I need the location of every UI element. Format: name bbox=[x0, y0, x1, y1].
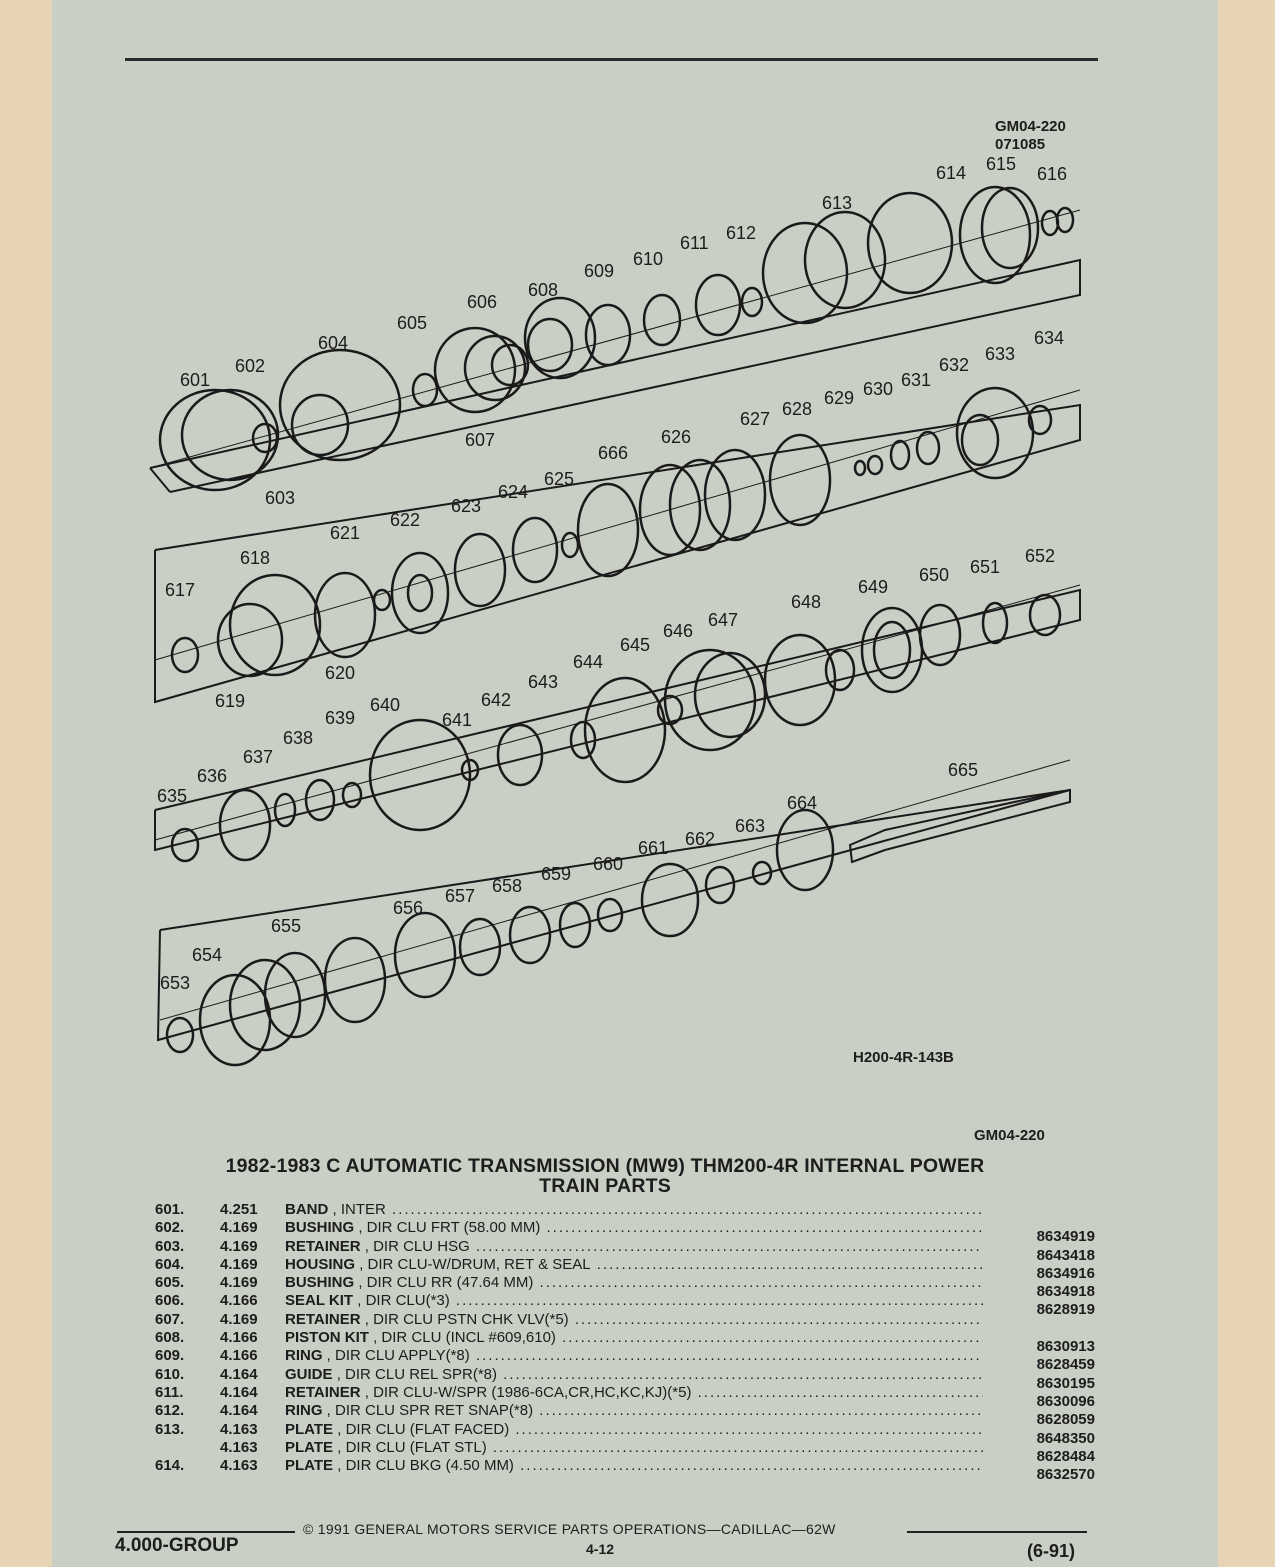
callout-661: 661 bbox=[638, 838, 669, 858]
part-detail: , DIR CLU (FLAT FACED) bbox=[337, 1420, 510, 1438]
part-name: BUSHING bbox=[285, 1274, 355, 1292]
callout-641: 641 bbox=[442, 710, 473, 730]
item-number: 605. bbox=[155, 1274, 185, 1292]
part-name: PLATE bbox=[285, 1420, 334, 1438]
part-number: 8628459 bbox=[1036, 1356, 1095, 1374]
callout-602: 602 bbox=[235, 356, 266, 376]
group-number: 4.164 bbox=[220, 1383, 258, 1401]
part-description bbox=[285, 1219, 983, 1237]
callout-610: 610 bbox=[633, 249, 664, 269]
group-number: 4.163 bbox=[220, 1420, 258, 1438]
part-name: BUSHING bbox=[285, 1219, 355, 1237]
section-title-line-2: TRAIN PARTS bbox=[539, 1175, 671, 1197]
callout-601: 601 bbox=[180, 370, 211, 390]
callout-611: 611 bbox=[680, 233, 709, 253]
part-name: GUIDE bbox=[285, 1365, 333, 1383]
part-name: PLATE bbox=[285, 1438, 334, 1456]
part-description bbox=[285, 1384, 983, 1402]
part-name: RETAINER bbox=[285, 1383, 361, 1401]
callout-642: 642 bbox=[481, 690, 512, 710]
callout-658: 658 bbox=[492, 876, 523, 896]
callout-648: 648 bbox=[791, 592, 822, 612]
callout-644: 644 bbox=[573, 652, 604, 672]
callout-649: 649 bbox=[858, 577, 889, 597]
figure-id: H200-4R-143B bbox=[853, 1049, 954, 1066]
group-number: 4.163 bbox=[220, 1457, 258, 1475]
part-number: 8634919 bbox=[1036, 1228, 1095, 1246]
group-number: 4.169 bbox=[220, 1274, 258, 1292]
part-name: RETAINER bbox=[285, 1310, 361, 1328]
part-description bbox=[285, 1366, 983, 1384]
callout-603: 603 bbox=[265, 488, 296, 508]
callout-635: 635 bbox=[157, 786, 188, 806]
item-number: 611. bbox=[155, 1383, 184, 1401]
callout-656: 656 bbox=[393, 898, 424, 918]
callout-634: 634 bbox=[1034, 328, 1065, 348]
item-number: 610. bbox=[155, 1365, 185, 1383]
footer-group: 4.000-GROUP bbox=[115, 1535, 239, 1556]
callout-605: 605 bbox=[397, 313, 428, 333]
group-number: 4.169 bbox=[220, 1310, 258, 1328]
part-description bbox=[285, 1421, 983, 1439]
part-number: 8630913 bbox=[1036, 1338, 1095, 1356]
callout-647: 647 bbox=[708, 610, 739, 630]
callout-653: 653 bbox=[160, 973, 191, 993]
part-number: 8628484 bbox=[1036, 1447, 1095, 1465]
section-title bbox=[140, 1156, 1070, 1196]
item-number: 601. bbox=[155, 1201, 185, 1218]
callout-631: 631 bbox=[901, 370, 932, 390]
panel-4-frame bbox=[158, 790, 1070, 1040]
callout-636: 636 bbox=[197, 766, 228, 786]
item-number: 613. bbox=[155, 1420, 185, 1438]
top-rule bbox=[125, 58, 1098, 61]
callout-619: 619 bbox=[215, 691, 246, 711]
part-name: RETAINER bbox=[285, 1237, 361, 1255]
callout-645: 645 bbox=[620, 635, 651, 655]
part-description bbox=[285, 1347, 983, 1365]
callout-620: 620 bbox=[325, 663, 356, 683]
callout-616: 616 bbox=[1037, 164, 1068, 184]
part-detail: , DIR CLU (FLAT STL) bbox=[337, 1438, 487, 1456]
part-detail: , DIR CLU (INCL #609,610) bbox=[373, 1329, 556, 1347]
part-name: HOUSING bbox=[285, 1255, 356, 1273]
callout-632: 632 bbox=[939, 355, 970, 375]
callout-622: 622 bbox=[390, 510, 421, 530]
callout-650: 650 bbox=[919, 565, 950, 585]
group-number: 4.251 bbox=[220, 1201, 258, 1218]
part-description bbox=[285, 1292, 983, 1310]
header-subcode: 071085 bbox=[995, 136, 1046, 153]
callout-655: 655 bbox=[271, 916, 302, 936]
part-name: PLATE bbox=[285, 1457, 334, 1475]
callout-666: 666 bbox=[598, 443, 629, 463]
part-description bbox=[285, 1256, 983, 1274]
callout-665: 665 bbox=[948, 760, 979, 780]
group-number: 4.166 bbox=[220, 1292, 258, 1310]
part-description bbox=[285, 1201, 983, 1219]
part-detail: , DIR CLU REL SPR(*8) bbox=[336, 1365, 497, 1383]
item-number: 602. bbox=[155, 1219, 185, 1237]
part-number: 8643418 bbox=[1036, 1246, 1095, 1264]
part-detail: , DIR CLU PSTN CHK VLV(*5) bbox=[364, 1310, 569, 1328]
item-number: 603. bbox=[155, 1237, 185, 1255]
part-number: 8628919 bbox=[1036, 1301, 1095, 1319]
part-detail: , DIR CLU(*3) bbox=[357, 1292, 450, 1310]
callout-654: 654 bbox=[192, 945, 223, 965]
callout-612: 612 bbox=[726, 223, 757, 243]
callout-627: 627 bbox=[740, 409, 771, 429]
part-detail: , INTER bbox=[332, 1201, 386, 1218]
callout-614: 614 bbox=[936, 163, 967, 183]
header-code-block bbox=[995, 118, 1066, 154]
part-name: BAND bbox=[285, 1201, 329, 1218]
group-number: 4.169 bbox=[220, 1255, 258, 1273]
part-detail: , DIR CLU FRT (58.00 MM) bbox=[358, 1219, 541, 1237]
callout-640: 640 bbox=[370, 695, 401, 715]
callout-618: 618 bbox=[240, 548, 271, 568]
callout-652: 652 bbox=[1025, 546, 1056, 566]
part-name: PISTON KIT bbox=[285, 1329, 369, 1347]
group-number: 4.164 bbox=[220, 1365, 258, 1383]
callout-637: 637 bbox=[243, 747, 274, 767]
parts-row bbox=[155, 1311, 1095, 1329]
part-detail: , DIR CLU RR (47.64 MM) bbox=[358, 1274, 534, 1292]
group-number: 4.169 bbox=[220, 1237, 258, 1255]
group-number: 4.166 bbox=[220, 1329, 258, 1347]
callout-638: 638 bbox=[283, 728, 314, 748]
callout-662: 662 bbox=[685, 829, 716, 849]
callout-629: 629 bbox=[824, 388, 855, 408]
callout-626: 626 bbox=[661, 427, 692, 447]
part-number: 8628059 bbox=[1036, 1411, 1095, 1429]
item-number: 604. bbox=[155, 1255, 185, 1273]
callout-604: 604 bbox=[318, 333, 349, 353]
part-number: 8630096 bbox=[1036, 1392, 1095, 1410]
part-description bbox=[285, 1311, 983, 1329]
parts-list bbox=[155, 1201, 1095, 1484]
part-detail: , DIR CLU HSG bbox=[364, 1237, 470, 1255]
callout-659: 659 bbox=[541, 864, 572, 884]
callout-617: 617 bbox=[165, 580, 196, 600]
callout-623: 623 bbox=[451, 496, 482, 516]
parts-row bbox=[155, 1457, 1095, 1484]
callout-625: 625 bbox=[544, 469, 575, 489]
part-description bbox=[285, 1329, 983, 1347]
callout-643: 643 bbox=[528, 672, 559, 692]
part-number: 8632570 bbox=[1036, 1466, 1095, 1484]
group-number: 4.163 bbox=[220, 1438, 258, 1456]
footer-page-number: 4-12 bbox=[586, 1541, 615, 1557]
part-number: 8648350 bbox=[1036, 1429, 1095, 1447]
part-name: RING bbox=[285, 1347, 323, 1365]
part-detail: , DIR CLU-W/SPR (1986-6CA,CR,HC,KC,KJ)(*5) bbox=[364, 1383, 692, 1401]
item-number: 614. bbox=[155, 1457, 185, 1475]
callout-630: 630 bbox=[863, 379, 894, 399]
part-description bbox=[285, 1238, 983, 1256]
part-detail: , DIR CLU SPR RET SNAP(*8) bbox=[326, 1402, 534, 1420]
footer-copyright: © 1991 GENERAL MOTORS SERVICE PARTS OPERATIONS—CADILLAC—62W bbox=[303, 1521, 836, 1537]
part-detail: , DIR CLU-W/DRUM, RET & SEAL bbox=[359, 1255, 591, 1273]
footer-date: (6-91) bbox=[1027, 1541, 1076, 1561]
part-description bbox=[285, 1402, 983, 1420]
callout-628: 628 bbox=[782, 399, 813, 419]
part-description bbox=[285, 1457, 983, 1475]
part-name: RING bbox=[285, 1402, 323, 1420]
part-detail: , DIR CLU APPLY(*8) bbox=[326, 1347, 470, 1365]
parts-row bbox=[155, 1201, 1095, 1219]
callout-624: 624 bbox=[498, 482, 529, 502]
callout-621: 621 bbox=[330, 523, 361, 543]
callout-606: 606 bbox=[467, 292, 498, 312]
callout-663: 663 bbox=[735, 816, 766, 836]
part-description bbox=[285, 1439, 983, 1457]
part-number: 8634918 bbox=[1036, 1283, 1095, 1301]
part-name: SEAL KIT bbox=[285, 1292, 354, 1310]
callout-633: 633 bbox=[985, 344, 1016, 364]
part-detail: , DIR CLU BKG (4.50 MM) bbox=[337, 1457, 514, 1475]
part-description bbox=[285, 1274, 983, 1292]
callout-646: 646 bbox=[663, 621, 694, 641]
footer-rule-left bbox=[117, 1531, 295, 1533]
group-number: 4.164 bbox=[220, 1402, 258, 1420]
callout-615: 615 bbox=[986, 154, 1017, 174]
item-number: 606. bbox=[155, 1292, 185, 1310]
group-number: 4.169 bbox=[220, 1219, 258, 1237]
group-number: 4.166 bbox=[220, 1347, 258, 1365]
exploded-parts-diagram bbox=[140, 150, 1090, 1085]
callout-664: 664 bbox=[787, 793, 818, 813]
callout-609: 609 bbox=[584, 261, 615, 281]
callout-639: 639 bbox=[325, 708, 356, 728]
callout-613: 613 bbox=[822, 193, 853, 213]
footer-rule-right bbox=[907, 1531, 1087, 1533]
item-number: 607. bbox=[155, 1310, 185, 1328]
callout-657: 657 bbox=[445, 886, 476, 906]
callout-660: 660 bbox=[593, 854, 624, 874]
item-number: 608. bbox=[155, 1329, 185, 1347]
callout-607: 607 bbox=[465, 430, 496, 450]
callout-651: 651 bbox=[970, 557, 1001, 577]
section-title-line-1: 1982-1983 C AUTOMATIC TRANSMISSION (MW9) THM200-4R INTERNAL POWER bbox=[225, 1155, 985, 1177]
header-code: GM04-220 bbox=[995, 118, 1066, 135]
section-code: GM04-220 bbox=[974, 1127, 1045, 1144]
item-number: 612. bbox=[155, 1402, 185, 1420]
part-number: 8630195 bbox=[1036, 1374, 1095, 1392]
part-number: 8634916 bbox=[1036, 1264, 1095, 1282]
diagram-drawing bbox=[140, 150, 1090, 1085]
item-number: 609. bbox=[155, 1347, 185, 1365]
callout-608: 608 bbox=[528, 280, 559, 300]
